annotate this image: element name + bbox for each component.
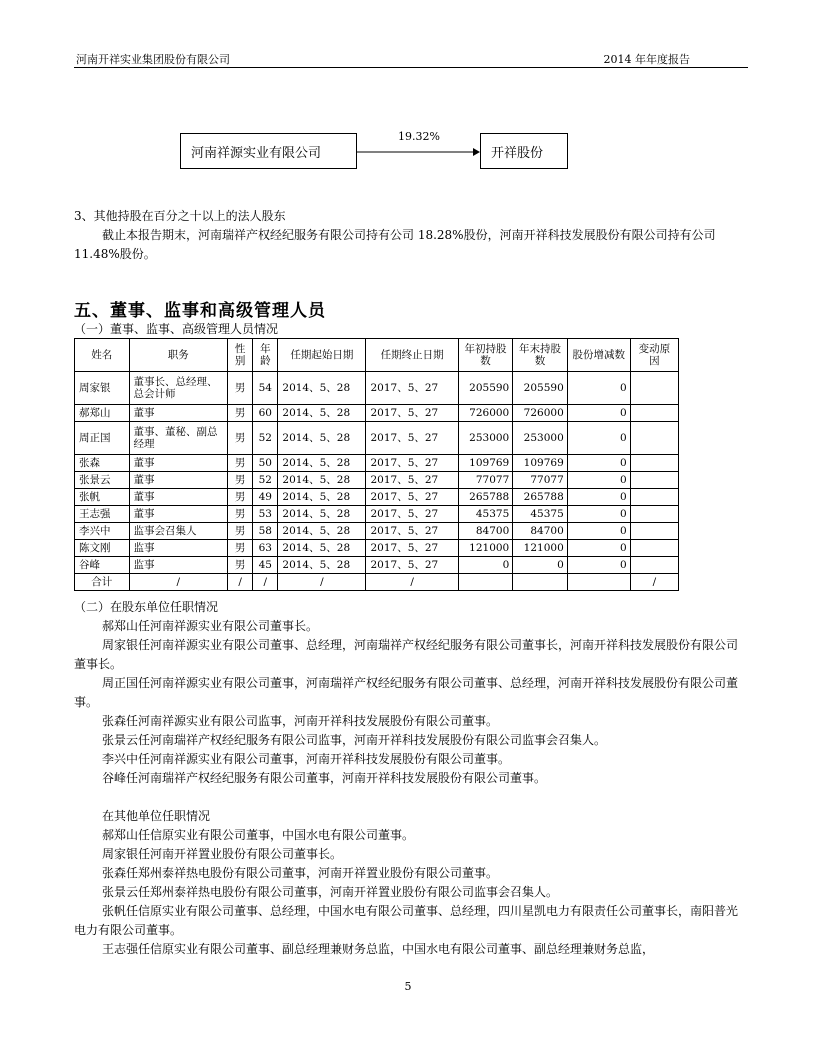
table-row [75,557,679,574]
table-cell: 253000 [458,422,513,455]
table-cell: 合计 [75,574,130,591]
header-company: 河南开祥实业集团股份有限公司 [76,53,230,66]
table-cell: 董事 [129,472,228,489]
table-cell: 谷峰 [75,557,130,574]
table-cell: 周正国 [75,422,130,455]
table-cell: 董事 [129,506,228,523]
table-cell: 253000 [513,422,568,455]
table-cell: 0 [567,506,630,523]
th-end-shares: 年末持股数 [513,339,568,372]
table-cell: 2014、5、28 [278,455,366,472]
table-cell: 84700 [513,523,568,540]
table-row [75,489,679,506]
table-cell: 2014、5、28 [278,472,366,489]
table-cell: / [366,574,458,591]
table-cell: 2017、5、27 [366,523,458,540]
table-cell: 2014、5、28 [278,540,366,557]
table-cell: 45375 [458,506,513,523]
table-cell: 张帆 [75,489,130,506]
table-cell: 李兴中 [75,523,130,540]
table-cell: 郝郑山 [75,405,130,422]
para3-title: 3、其他持股在百分之十以上的法人股东 [74,209,286,223]
th-start: 任期起始日期 [278,339,366,372]
table-row [75,523,679,540]
table-cell: / [630,574,678,591]
post-line: 张景云任郑州泰祥热电股份有限公司董事，河南开祥置业股份有限公司监事会召集人。 [102,885,559,899]
table-cell: 121000 [458,540,513,557]
table-cell [630,455,678,472]
post-line: 张帆任信原实业有限公司董事、总经理，中国水电有限公司董事、总经理，四川星凯电力有限责任公司董事长，南阳普光电力有限公司董事。 [74,904,739,937]
post-line: 张景云任河南瑞祥产权经纪服务有限公司监事，河南开祥科技发展股份有限公司监事会召集人。 [102,733,607,747]
table-cell: 52 [253,472,278,489]
table-cell: 49 [253,489,278,506]
table-cell: 0 [458,557,513,574]
table-cell: 2017、5、27 [366,372,458,405]
table-cell: / [129,574,228,591]
table-cell: 男 [228,523,253,540]
post-line: 李兴中任河南祥源实业有限公司董事，河南开祥科技发展股份有限公司董事。 [102,752,511,766]
table-row [75,506,679,523]
table-total-row [75,574,679,591]
diagram-percent: 19.32% [398,130,440,143]
table-cell [630,489,678,506]
sub2-title: （二）在股东单位任职情况 [74,600,219,614]
table-cell: 男 [228,405,253,422]
th-gender: 性别 [228,339,253,372]
table-cell: 0 [567,455,630,472]
table-cell: 63 [253,540,278,557]
th-position: 职务 [129,339,228,372]
table-row [75,422,679,455]
table-cell: 52 [253,422,278,455]
table-cell: 0 [567,540,630,557]
table-cell: 监事 [129,540,228,557]
table-cell: 监事 [129,557,228,574]
table-cell: 205590 [513,372,568,405]
table-cell: 监事会召集人 [129,523,228,540]
post-line: 谷峰任河南瑞祥产权经纪服务有限公司董事，河南开祥科技发展股份有限公司董事。 [102,771,547,785]
table-cell: 726000 [513,405,568,422]
table-cell: 0 [567,405,630,422]
table-cell: 2014、5、28 [278,523,366,540]
table-cell: 58 [253,523,278,540]
table-cell: 男 [228,455,253,472]
table-cell: 77077 [513,472,568,489]
table-header-row [75,339,679,372]
table-cell: / [278,574,366,591]
table-cell: 0 [513,557,568,574]
page-number: 5 [404,980,412,993]
table-cell [630,557,678,574]
table-cell: 2014、5、28 [278,405,366,422]
section-subtitle: （一）董事、监事、高级管理人员情况 [74,322,279,336]
post-line: 周家银任河南开祥置业股份有限公司董事长。 [102,847,343,861]
table-cell: 男 [228,557,253,574]
table-cell [630,523,678,540]
table-cell: 0 [567,372,630,405]
table-cell [458,574,513,591]
table-cell: 张景云 [75,472,130,489]
table-cell: 男 [228,422,253,455]
para3-text: 截止本报告期末，河南瑞祥产权经纪服务有限公司持有公司 18.28%股份，河南开祥科技发展股份有限公司持有公司 11.48%股份。 [74,228,716,261]
diagram-from-label: 河南祥源实业有限公司 [191,145,322,161]
table-cell: 45 [253,557,278,574]
post-line: 张森任河南祥源实业有限公司监事，河南开祥科技发展股份有限公司董事。 [102,714,499,728]
table-cell: 男 [228,506,253,523]
table-cell: 董事 [129,405,228,422]
table-cell: 2014、5、28 [278,506,366,523]
post-line: 张森任郑州泰祥热电股份有限公司董事，河南开祥置业股份有限公司董事。 [102,866,499,880]
table-cell: 0 [567,422,630,455]
table-cell: 董事、董秘、副总经理 [129,422,228,455]
sub3-title: 在其他单位任职情况 [102,809,211,823]
table-row [75,405,679,422]
posts-section [74,598,748,959]
table-cell: 109769 [458,455,513,472]
table-cell: 2017、5、27 [366,540,458,557]
table-cell: 2014、5、28 [278,422,366,455]
post-line: 周家银任河南祥源实业有限公司董事、总经理，河南瑞祥产权经纪服务有限公司董事长，河南开祥科技发展股份有限公司董事长。 [74,638,739,671]
post-line: 王志强任信原实业有限公司董事、副总经理兼财务总监，中国水电有限公司董事、副总经理兼财务总监， [102,942,655,956]
table-cell [630,372,678,405]
table-cell [630,422,678,455]
table-cell [630,540,678,557]
table-cell: 2017、5、27 [366,472,458,489]
table-cell: 2017、5、27 [366,455,458,472]
table-cell: 2014、5、28 [278,372,366,405]
table-cell: 陈文刚 [75,540,130,557]
table-cell: 男 [228,489,253,506]
diagram-from-box [180,133,357,169]
officers-table [74,338,679,591]
table-cell: 2017、5、27 [366,557,458,574]
table-cell [513,574,568,591]
table-cell [630,472,678,489]
table-cell: 0 [567,489,630,506]
table-cell: 2014、5、28 [278,557,366,574]
table-cell: 2017、5、27 [366,489,458,506]
table-cell: 董事长、总经理、总会计师 [129,372,228,405]
section-title: 五、董事、监事和高级管理人员 [74,301,326,321]
table-cell: 77077 [458,472,513,489]
diagram-to-label: 开祥股份 [491,145,544,161]
table-cell: 男 [228,472,253,489]
th-reason: 变动原因 [630,339,678,372]
header-report: 2014 年年度报告 [603,53,690,66]
th-end: 任期终止日期 [366,339,458,372]
table-cell: 60 [253,405,278,422]
diagram-arrow [357,145,481,159]
table-cell: 265788 [513,489,568,506]
table-cell: 2017、5、27 [366,506,458,523]
table-cell: 84700 [458,523,513,540]
table-cell: 男 [228,372,253,405]
table-cell: 周家银 [75,372,130,405]
table-cell: 张森 [75,455,130,472]
table-cell: 0 [567,557,630,574]
table-cell: 205590 [458,372,513,405]
post-line: 郝郑山任河南祥源实业有限公司董事长。 [102,619,319,633]
table-cell: 男 [228,540,253,557]
table-row [75,472,679,489]
table-cell: / [228,574,253,591]
post-line: 郝郑山任信原实业有限公司董事，中国水电有限公司董事。 [102,828,415,842]
table-cell: 董事 [129,489,228,506]
th-begin-shares: 年初持股数 [458,339,513,372]
table-cell: 董事 [129,455,228,472]
diagram-to-box [480,133,568,169]
table-cell: 726000 [458,405,513,422]
table-cell: 2014、5、28 [278,489,366,506]
page-header [74,50,748,68]
table-cell: 53 [253,506,278,523]
table-cell: 2017、5、27 [366,422,458,455]
table-cell: 121000 [513,540,568,557]
table-cell: / [253,574,278,591]
table-cell: 0 [567,472,630,489]
table-row [75,372,679,405]
th-name: 姓名 [75,339,130,372]
table-cell: 45375 [513,506,568,523]
table-cell: 2017、5、27 [366,405,458,422]
table-cell [630,405,678,422]
table-cell: 0 [567,523,630,540]
table-cell [567,574,630,591]
table-cell: 54 [253,372,278,405]
th-age: 年龄 [253,339,278,372]
th-change: 股份增减数 [567,339,630,372]
table-cell: 109769 [513,455,568,472]
post-line: 周正国任河南祥源实业有限公司董事，河南瑞祥产权经纪服务有限公司董事、总经理，河南开祥科技发展股份有限公司董事。 [74,676,739,709]
table-cell: 50 [253,455,278,472]
table-cell: 王志强 [75,506,130,523]
table-cell [630,506,678,523]
table-cell: 265788 [458,489,513,506]
table-row [75,540,679,557]
table-row [75,455,679,472]
